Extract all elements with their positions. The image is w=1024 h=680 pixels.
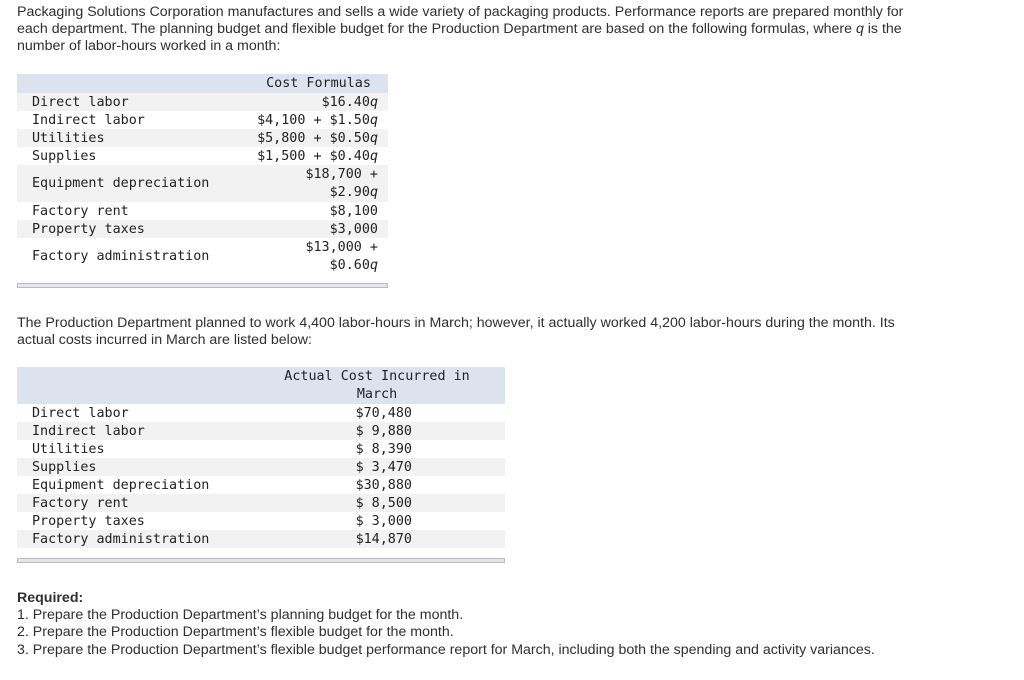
intro-variable: q xyxy=(855,21,864,38)
actual-value: $30,880 xyxy=(355,477,412,493)
actual-table-footer-bar xyxy=(17,558,505,563)
actual-label: Factory rent xyxy=(32,495,129,511)
actual-value: $14,870 xyxy=(355,531,412,547)
actual-value: $ 9,880 xyxy=(355,423,412,439)
formula-label: Indirect labor xyxy=(32,112,145,128)
table-row xyxy=(17,238,388,275)
formula-label: Utilities xyxy=(32,130,105,146)
table-row xyxy=(17,165,388,202)
actual-label: Direct labor xyxy=(32,405,129,421)
formulas-header-blank xyxy=(17,74,249,93)
actual-value: $ 8,500 xyxy=(355,495,412,511)
table-row xyxy=(17,202,388,220)
formula-value: $5,800 + $0.50q xyxy=(257,130,378,146)
table-row xyxy=(17,220,388,238)
cost-formulas-table xyxy=(17,74,388,275)
table-row xyxy=(17,476,505,494)
intro-tail: is the number of labor-hours worked in a month: xyxy=(17,21,902,55)
required-item: 3. Prepare the Production Department’s flexible budget performance report for March, including both the spending and activity variances. xyxy=(17,641,875,658)
table-row xyxy=(17,404,505,422)
middle-paragraph: The Production Department planned to work 4,400 labor-hours in March; however, it actually worked 4,200 labor-hours during the month. Its actual costs incurred in March are listed below: xyxy=(17,315,895,349)
formula-value: $18,700 + $2.90q xyxy=(305,166,378,200)
table-row xyxy=(17,512,505,530)
formula-label: Property taxes xyxy=(32,221,145,237)
actual-label: Factory administration xyxy=(32,531,210,547)
actual-label: Supplies xyxy=(32,459,97,475)
table-row xyxy=(17,93,388,111)
intro-text: Packaging Solutions Corporation manufactures and sells a wide variety of packaging products. Performance reports are prepared monthly for each department. The planning budget and flexible budget for the Production Department are based on the following formulas, where xyxy=(17,4,904,38)
actual-value: $ 3,000 xyxy=(355,513,412,529)
formulas-header: Cost Formulas xyxy=(249,74,388,93)
actual-value: $ 8,390 xyxy=(355,441,412,457)
required-item: 2. Prepare the Production Department’s flexible budget for the month. xyxy=(17,624,454,641)
actual-value: $ 3,470 xyxy=(355,459,412,475)
table-row xyxy=(17,458,505,476)
formula-value: $3,000 xyxy=(329,221,378,237)
table-row xyxy=(17,422,505,440)
table-row xyxy=(17,111,388,129)
actual-label: Equipment depreciation xyxy=(32,477,210,493)
formulas-table-footer-bar xyxy=(17,283,388,288)
table-row xyxy=(17,530,505,548)
intro-paragraph xyxy=(17,4,917,56)
actual-header: Actual Cost Incurred in March xyxy=(249,367,505,404)
formula-value: $16.40q xyxy=(321,94,378,110)
actual-value: $70,480 xyxy=(355,405,412,421)
actual-label: Indirect labor xyxy=(32,423,145,439)
formula-value: $8,100 xyxy=(329,203,378,219)
formula-label: Supplies xyxy=(32,148,97,164)
formula-value: $1,500 + $0.40q xyxy=(257,148,378,164)
actual-costs-table xyxy=(17,367,505,548)
required-item: 1. Prepare the Production Department’s planning budget for the month. xyxy=(17,607,464,624)
formula-label: Factory administration xyxy=(32,249,210,264)
formula-label: Factory rent xyxy=(32,203,129,219)
actual-header-blank xyxy=(17,367,249,404)
table-row xyxy=(17,129,388,147)
actual-label: Utilities xyxy=(32,441,105,457)
actual-label: Property taxes xyxy=(32,513,145,529)
formula-value: $4,100 + $1.50q xyxy=(257,112,378,128)
table-row xyxy=(17,440,505,458)
table-row xyxy=(17,147,388,165)
formula-value: $13,000 + $0.60q xyxy=(305,239,378,273)
table-row xyxy=(17,494,505,512)
formula-label: Equipment depreciation xyxy=(32,176,210,191)
required-title: Required: xyxy=(17,590,84,606)
formula-label: Direct labor xyxy=(32,94,129,110)
required-section xyxy=(17,590,917,659)
